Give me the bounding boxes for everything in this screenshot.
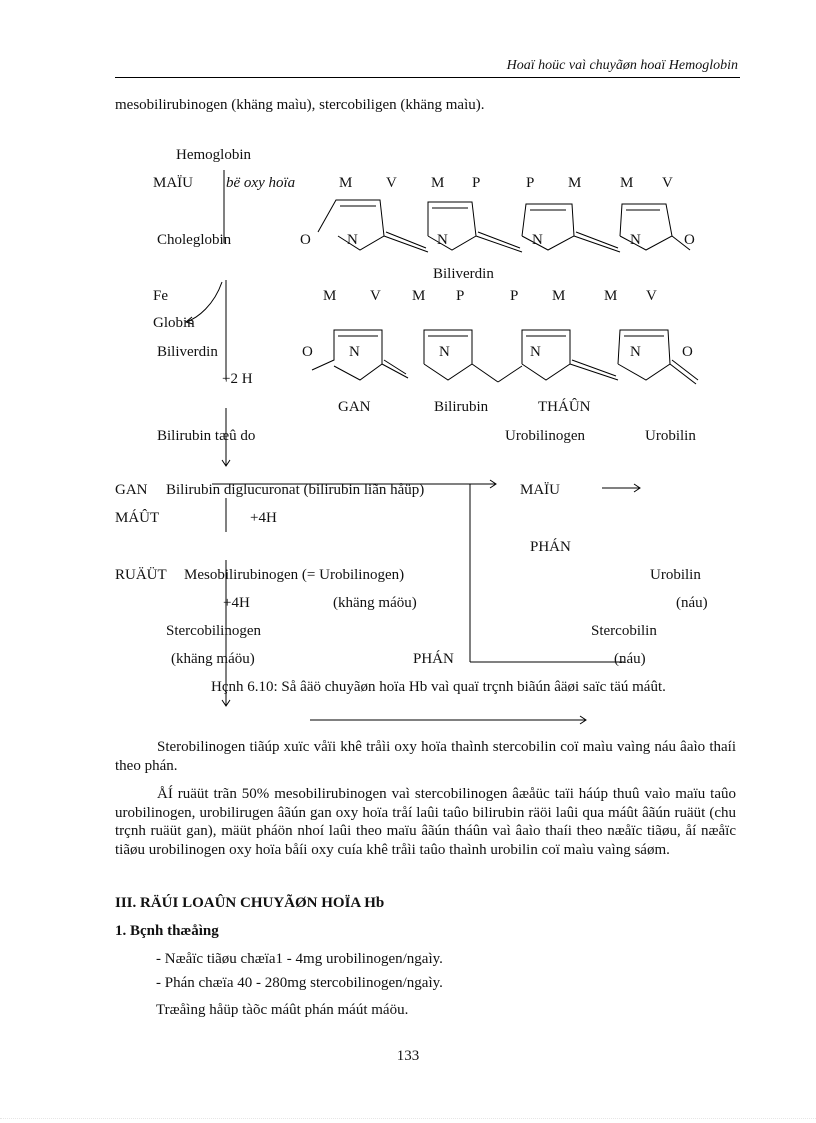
n-r1-3: N	[532, 232, 543, 248]
khong-mau-label-1: (khäng máöu)	[333, 595, 417, 611]
gan-label-2: GAN	[115, 482, 148, 498]
letter-r2-6: M	[552, 288, 566, 304]
nau-label-2: (náu)	[614, 651, 646, 667]
list-item: - Phán chæïa 40 - 280mg stercobilinogen/ngaìy.	[156, 975, 443, 991]
o-right-row2: O	[682, 344, 693, 360]
o-left-row1: O	[300, 232, 311, 248]
urobilin-label-2: Urobilin	[650, 567, 701, 583]
urobilin-label-1: Urobilin	[645, 428, 696, 444]
o-left-row2: O	[302, 344, 313, 360]
phan-label-1: PHÁN	[530, 539, 571, 555]
n-r2-2: N	[439, 344, 450, 360]
letter-r1-6: M	[568, 175, 582, 191]
bilirubin-diglucuronat-label: Bilirubin diglucuronat (bilirubin liãn håüp)	[166, 482, 425, 498]
stercobilinogen-label: Stercobilinogen	[166, 623, 261, 639]
ruot-label: RUÄÜT	[115, 567, 167, 583]
n-r2-3: N	[530, 344, 541, 360]
mau-label-2: MAÏU	[520, 482, 560, 498]
paragraph-1: Sterobilinogen tiãúp xuïc våïi khê tråìi oxy hoïa thaình stercobilin coï maìu vaìng náu âaìo thaíi theo phán.	[115, 739, 736, 774]
mesobilirubinogen-label: Mesobilirubinogen (= Urobilinogen)	[184, 567, 405, 583]
figure-caption: Hçnh 6.10: Så âäö chuyãøn hoïa Hb vaì quaï trçnh biãún âäøi saïc täú máût.	[211, 679, 666, 695]
n-r1-2: N	[437, 232, 448, 248]
o-right-row1: O	[684, 232, 695, 248]
letter-r2-4: P	[456, 288, 465, 304]
biliverdin-structure-label: Biliverdin	[433, 266, 494, 282]
hemoglobin-label: Hemoglobin	[176, 147, 251, 163]
section-heading: III. RÄÚI LOAÛN CHUYÃØN HOÏA Hb	[115, 895, 385, 911]
letter-r1-2: V	[386, 175, 397, 191]
oxidation-label: bë oxy hoïa	[226, 175, 296, 191]
letter-r2-8: V	[646, 288, 657, 304]
fe-label: Fe	[153, 288, 168, 304]
mat-label: MÁÛT	[115, 510, 160, 526]
bottom-divider	[0, 1118, 816, 1119]
page-number: 133	[396, 1048, 420, 1064]
letter-r2-3: M	[412, 288, 426, 304]
plus-4h-label-2: +4H	[223, 595, 250, 611]
gan-label-1: GAN	[338, 399, 371, 415]
subheading: 1. Bçnh thæåìng	[115, 923, 219, 939]
nau-label-1: (náu)	[676, 595, 708, 611]
bilirubin-tu-do-label: Bilirubin tæû do	[157, 428, 256, 444]
list-item: - Næåïc tiãøu chæïa1 - 4mg urobilinogen/ngaìy.	[156, 951, 443, 967]
mau-label: MAÏU	[153, 175, 193, 191]
choleglobin-label: Choleglobin	[157, 232, 232, 248]
letter-r2-1: M	[323, 288, 337, 304]
intro-line: mesobilirubinogen (khäng maìu), stercobiligen (khäng maìu).	[115, 97, 485, 113]
letter-r1-4: P	[472, 175, 481, 191]
n-r1-4: N	[630, 232, 641, 248]
letter-r1-5: P	[526, 175, 535, 191]
letter-r1-3: M	[431, 175, 445, 191]
urobilinogen-label: Urobilinogen	[505, 428, 585, 444]
n-r2-4: N	[630, 344, 641, 360]
biliverdin-left-label: Biliverdin	[157, 344, 218, 360]
letter-r2-5: P	[510, 288, 519, 304]
phan-label-2: PHÁN	[413, 651, 454, 667]
plus-4h-label-1: +4H	[250, 510, 277, 526]
running-header: Hoaï hoüc vaì chuyãøn hoaï Hemoglobin	[506, 58, 738, 73]
letter-r1-7: M	[620, 175, 634, 191]
stercobilin-label: Stercobilin	[591, 623, 657, 639]
than-label: THÁÛN	[538, 399, 591, 415]
khong-mau-label-2: (khäng máöu)	[171, 651, 255, 667]
bilirubin-structure-label: Bilirubin	[434, 399, 489, 415]
n-r2-1: N	[349, 344, 360, 360]
n-r1-1: N	[347, 232, 358, 248]
letter-r1-1: M	[339, 175, 353, 191]
plus-2h-label: +2 H	[222, 371, 253, 387]
paragraph-2: ÅÍ ruäüt trãn 50% mesobilirubinogen vaì stercobilinogen âæåüc taïi háúp thuû vaìo maïu taûo urobilinogen, urobilirugen âãún gan oxy hoïa tråí laûi taûo bilirubin räöi laûi qua máût âãún ruäüt (chu trçnh ruäüt gan), mäüt pháön nhoí laûi theo maïu âãún tháûn vaì âaìo thaíi theo næåïc tiãøu, åí næåïc tiãøu urobilinogen oxy hoïa båíi oxy cuía khê tråìi taûo thaình urobilin coï maìu vaìng sáøm.	[115, 786, 736, 858]
list-item: Træåìng håüp tàõc máût phán máút máöu.	[156, 1002, 409, 1018]
globin-label: Globin	[153, 315, 195, 331]
letter-r2-7: M	[604, 288, 618, 304]
letter-r1-8: V	[662, 175, 673, 191]
letter-r2-2: V	[370, 288, 381, 304]
